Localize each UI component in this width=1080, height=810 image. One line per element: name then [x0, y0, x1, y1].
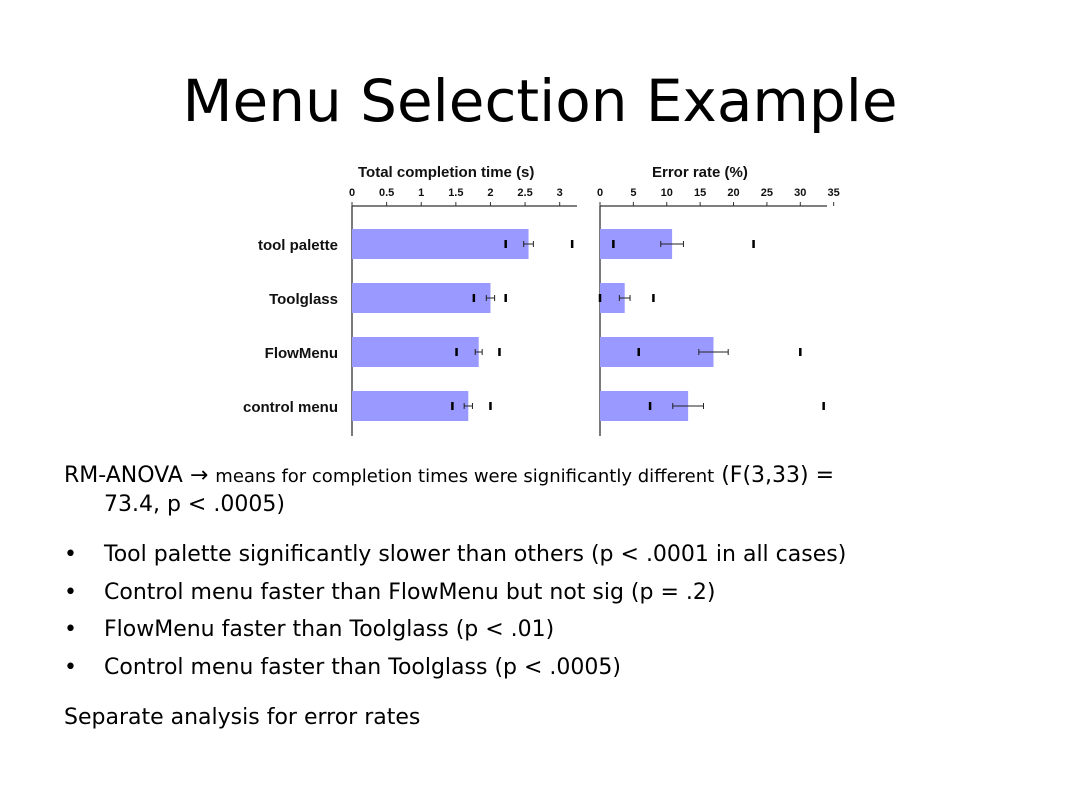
category-label: control menu [242, 399, 338, 416]
anova-description: means for completion times were significantly different [215, 466, 715, 487]
bullet-text: Control menu faster than Toolglass (p < .0005) [104, 654, 621, 680]
bar [352, 391, 468, 421]
bullet-item [64, 578, 846, 616]
bullet-text: Tool palette significantly slower than others (p < .0001 in all cases) [104, 542, 847, 567]
tick-label: 35 [827, 187, 840, 199]
bullet-icon: • [64, 542, 77, 567]
bullet-item [64, 615, 846, 653]
bullet-text: Control menu faster than FlowMenu but not sig (p = .2) [104, 579, 716, 605]
tick-label: 0 [348, 187, 356, 199]
tick-label: 10 [660, 187, 673, 199]
tick-label: 3 [556, 187, 563, 199]
chart-title: Total completion time (s) [358, 164, 535, 181]
bullet-icon: • [64, 654, 77, 680]
tick-label: 0.5 [378, 187, 395, 199]
chart-title: Error rate (%) [652, 164, 748, 181]
category-label: FlowMenu [264, 345, 338, 362]
bar [352, 229, 529, 259]
charts-figure [200, 150, 850, 450]
bar [352, 337, 479, 367]
bullet-item [64, 653, 846, 691]
tick-label: 25 [760, 187, 774, 199]
anova-statement [64, 462, 1024, 519]
anova-stat-part1: (F(3,33) = [721, 463, 835, 488]
tick-label: 5 [630, 187, 637, 199]
arrow-right-icon: → [189, 463, 209, 488]
tick-label: 1.5 [448, 187, 464, 199]
bullet-icon: • [64, 579, 77, 605]
category-label: tool palette [257, 237, 338, 254]
bullet-item [64, 540, 846, 578]
bullet-text: FlowMenu faster than Toolglass (p < .01) [104, 617, 555, 642]
tick-label: 0 [596, 187, 604, 199]
tick-label: 2.5 [517, 187, 533, 199]
bar [352, 283, 490, 313]
footer-note: Separate analysis for error rates [64, 705, 421, 730]
tick-label: 2 [487, 187, 494, 199]
bar [600, 337, 714, 367]
category-label: Toolglass [269, 291, 338, 308]
tick-label: 15 [694, 187, 707, 199]
tick-label: 30 [794, 187, 807, 199]
tick-label: 20 [727, 187, 740, 199]
bullet-icon: • [64, 617, 77, 642]
anova-lead: RM-ANOVA [64, 463, 183, 488]
anova-stat-part2: 73.4, p < .0005) [104, 492, 285, 517]
tick-label: 1 [418, 187, 425, 199]
slide-title: Menu Selection Example [182, 67, 898, 135]
bullet-list [64, 540, 846, 690]
